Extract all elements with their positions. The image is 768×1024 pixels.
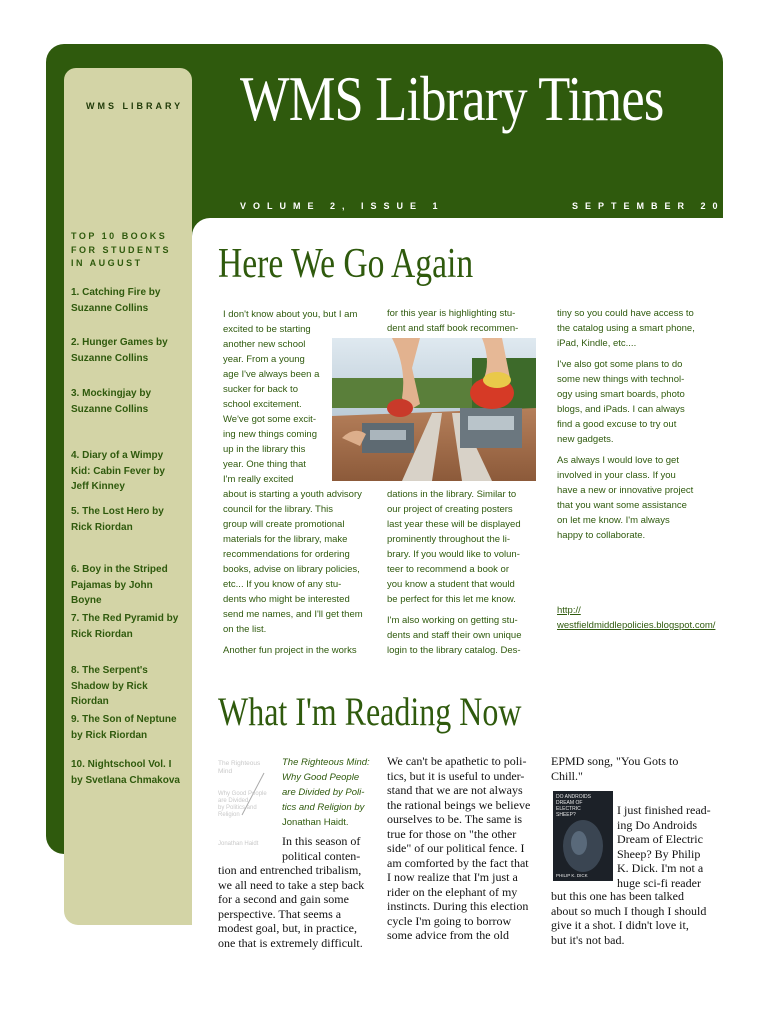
- text-line: the catalog using a smart phone,: [557, 323, 695, 334]
- article2-col1-short: [282, 834, 382, 863]
- cover-text-line: PHILIP K. DICK: [556, 873, 588, 878]
- text-line: The Righteous Mind:: [282, 757, 370, 768]
- article2-col3-top: [551, 754, 721, 783]
- book-item-2: 2. Hunger Games by Suzanne Collins: [71, 337, 168, 364]
- text-line: I now realize that I'm just a: [387, 870, 518, 884]
- text-line: one that is extremely difficult.: [218, 935, 363, 950]
- text-line: you know a student that would: [387, 579, 515, 590]
- book-item-7: 7. The Red Pyramid by Rick Riordan: [71, 613, 179, 640]
- text-line: be perfect for this let me know.: [387, 594, 516, 605]
- cover-text-line: The Righteous: [218, 760, 261, 767]
- text-line: stand that we are not always: [387, 783, 523, 797]
- text-line: send me names, and I'll get them: [223, 609, 363, 620]
- text-line: teer to recommend a book or: [387, 564, 509, 575]
- article1-col1-bottom: [223, 487, 383, 658]
- text-line: I'm also working on getting stu-: [387, 615, 518, 626]
- issue-date: SEPTEMBER 2012: [572, 201, 749, 211]
- text-line: about is starting a youth advisory: [223, 489, 362, 500]
- library-kicker: WMS LIBRARY: [86, 101, 184, 111]
- text-line: tics and Religion by: [282, 802, 365, 813]
- text-line: dations in the library. Similar to: [387, 489, 517, 500]
- text-line: on the list.: [223, 624, 267, 635]
- righteous-mind-cover: [218, 757, 278, 849]
- text-line: but this one has been talked: [551, 889, 684, 903]
- text-line: books, advise on library policies,: [223, 564, 360, 575]
- text-line: some advice from the old: [387, 928, 509, 942]
- book-item-1: 1. Catching Fire by Suzanne Collins: [71, 287, 161, 314]
- text-line: etc... If you know of any stu-: [223, 579, 342, 590]
- text-line: give it a shot. I didn't love it,: [551, 918, 689, 932]
- blog-link-text[interactable]: http:// westfieldmiddlepolicies.blogspot.com/: [557, 605, 716, 631]
- text-line: In this season of: [282, 834, 361, 848]
- text-line: cycle I'm going to borrow: [387, 913, 512, 928]
- text-line: modest goal, but, in practice,: [218, 921, 357, 935]
- text-line: dents and staff their own unique: [387, 630, 522, 641]
- text-line: sucker for back to: [223, 384, 298, 395]
- text-line: about so much I though I should: [551, 903, 707, 918]
- top-books-heading: TOP 10 BOOKS FOR STUDENTS IN AUGUST: [71, 231, 172, 268]
- text-line: tics, but it is useful to under-: [387, 768, 525, 783]
- text-line: I've also got some plans to do: [557, 359, 683, 370]
- text-line: K. Dick. I'm not a: [617, 861, 704, 875]
- text-line: year. One thing that: [223, 459, 306, 470]
- text-line: new gadgets.: [557, 434, 614, 445]
- cover-text-line: by Politics and: [218, 805, 257, 811]
- book-item-9: 9. The Son of Neptune by Rick Riordan: [71, 714, 177, 741]
- article2-col2: [387, 754, 547, 943]
- article2-col3-bottom: [551, 889, 726, 947]
- text-line: another new school: [223, 339, 306, 350]
- article2-col1-body: [218, 863, 382, 950]
- text-line: ing Do Androids: [617, 817, 698, 832]
- text-line: tion and entrenched tribalism,: [218, 863, 362, 877]
- text-line: true for those on "the other: [387, 826, 517, 841]
- text-line: but it's not bad.: [551, 932, 625, 947]
- text-line: for a second and gain some: [218, 892, 349, 906]
- text-line: age I've always been a: [223, 369, 320, 380]
- text-line: instincts. During this election: [387, 899, 529, 913]
- text-line: huge sci-fi reader: [617, 875, 701, 890]
- text-line: dents who might be interested: [223, 594, 350, 605]
- text-line: find a good excuse to try out: [557, 419, 677, 430]
- text-line: ing new things coming: [223, 429, 317, 440]
- text-line: blogs, and iPads. I can always: [557, 404, 685, 415]
- text-line: We can't be apathetic to poli-: [387, 754, 527, 768]
- cover-text-line: Jonathan Haidt: [218, 841, 259, 847]
- article1-col2-top: [387, 306, 547, 336]
- text-line: are Divided by Poli-: [282, 787, 365, 798]
- article1-col3: [557, 306, 725, 543]
- text-line: Sheep? By Philip: [617, 846, 701, 861]
- text-line: for this year is highlighting stu-: [387, 308, 516, 319]
- text-line: council for the library. This: [223, 504, 333, 515]
- text-line: tiny so you could have access to: [557, 308, 694, 319]
- text-line: Dream of Electric: [617, 832, 703, 846]
- article2-col1-intro: [282, 755, 382, 830]
- cover-text-line: DREAM OF: [556, 800, 583, 806]
- cover-text-line: Mind: [218, 768, 233, 775]
- text-line: year. From a young: [223, 354, 305, 365]
- text-line: ourselves to be. The same is: [387, 812, 523, 826]
- text-line: iPad, Kindle, etc....: [557, 338, 637, 349]
- text-line: Why Good People: [282, 772, 360, 783]
- cover-text-line: DO ANDROIDS: [556, 794, 592, 800]
- text-line: our project of creating posters: [387, 504, 513, 515]
- newsletter-title: WMS Library Times: [240, 63, 664, 134]
- book-item-6: 6. Boy in the Striped Pajamas by John Boyne: [71, 564, 168, 606]
- text-line: recommendations for ordering: [223, 549, 350, 560]
- text-line: I'm really excited: [223, 474, 294, 485]
- text-line: Jonathan Haidt.: [282, 817, 349, 828]
- text-line: some new things with technol-: [557, 374, 685, 385]
- text-line: school excitement.: [223, 399, 302, 410]
- book-item-4: 4. Diary of a Wimpy Kid: Cabin Fever by Jeff Kinney: [71, 450, 165, 492]
- text-line: As always I would love to get: [557, 455, 679, 466]
- text-line: brary. If you would like to volun-: [387, 549, 520, 560]
- text-line: we all need to take a step back: [218, 877, 365, 892]
- text-line: that you want some assistance: [557, 500, 687, 511]
- text-line: on let me know. I'm always: [557, 515, 670, 526]
- text-line: dent and staff book recommen-: [387, 323, 519, 334]
- text-line: happy to collaborate.: [557, 530, 646, 541]
- text-line: excited to be starting: [223, 324, 311, 335]
- cover-text-line: are Divided: [218, 798, 249, 804]
- text-line: I just finished read-: [617, 803, 711, 817]
- text-line: group will create promotional: [223, 519, 345, 530]
- text-line: side" of our political fence. I: [387, 841, 525, 855]
- book-item-10: 10. Nightschool Vol. I by Svetlana Chmakova: [71, 759, 180, 786]
- text-line: political conten-: [282, 848, 361, 863]
- article2-col3-wrap: [617, 803, 721, 890]
- text-line: am comforted by the fact that: [387, 855, 529, 870]
- article1-col2-bottom: [387, 487, 547, 658]
- sidebar-panel: [64, 68, 192, 925]
- volume-issue: VOLUME 2, ISSUE 1: [240, 201, 445, 211]
- text-line: Another fun project in the works: [223, 645, 357, 656]
- text-line: the rational beings we believe: [387, 797, 531, 812]
- article-headline: Here We Go Again: [218, 241, 474, 287]
- reading-now-headline: What I'm Reading Now: [218, 689, 522, 734]
- text-line: Chill.": [551, 768, 583, 783]
- book-item-8: 8. The Serpent's Shadow by Rick Riordan: [71, 665, 148, 707]
- text-line: prominently throughout the li-: [387, 534, 511, 545]
- text-line: ogy using smart boards, photo: [557, 389, 685, 400]
- text-line: involved in your class. If you: [557, 470, 676, 481]
- text-line: rider on the elephant of my: [387, 884, 518, 899]
- text-line: We've got some excit-: [223, 414, 316, 425]
- text-line: perspective. That seems a: [218, 906, 342, 921]
- cover-text-line: Why Good People: [218, 791, 267, 797]
- cover-text-line: SHEEP?: [556, 812, 576, 818]
- book-item-3: 3. Mockingjay by Suzanne Collins: [71, 388, 152, 415]
- track-start-photo: [332, 338, 536, 481]
- blog-link[interactable]: [557, 603, 737, 633]
- text-line: last year these will be displayed: [387, 519, 521, 530]
- text-line: EPMD song, "You Gots to: [551, 754, 679, 768]
- cover-text-line: Religion: [218, 812, 240, 818]
- cover-text-line: ELECTRIC: [556, 806, 581, 812]
- text-line: up in the library this: [223, 444, 306, 455]
- text-line: materials for the library, make: [223, 534, 348, 545]
- text-line: have a new or innovative project: [557, 485, 694, 496]
- do-androids-cover: [553, 791, 613, 881]
- book-item-5: 5. The Lost Hero by Rick Riordan: [71, 506, 164, 533]
- text-line: login to the library catalog. Des-: [387, 645, 521, 656]
- text-line: I don't know about you, but I am: [223, 309, 358, 320]
